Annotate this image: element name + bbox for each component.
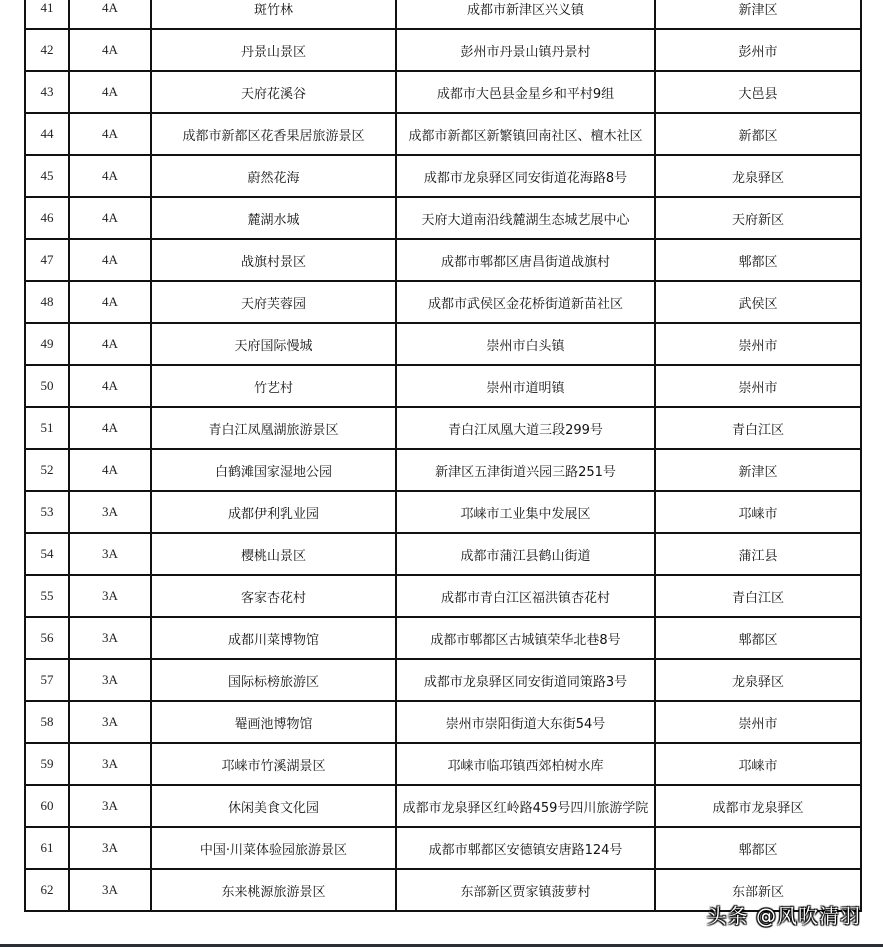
grade-cell: 4A bbox=[69, 449, 151, 491]
grade-cell: 3A bbox=[69, 533, 151, 575]
address-cell: 崇州市崇阳街道大东街54号 bbox=[396, 701, 655, 743]
table-row bbox=[25, 827, 861, 869]
grade-cell: 4A bbox=[69, 239, 151, 281]
row-number: 61 bbox=[25, 827, 69, 869]
address-cell: 成都市龙泉驿区红岭路459号四川旅游学院 bbox=[396, 785, 655, 827]
row-number: 42 bbox=[25, 29, 69, 71]
grade-cell: 4A bbox=[69, 29, 151, 71]
table-row bbox=[25, 365, 861, 407]
table-row bbox=[25, 575, 861, 617]
scenic-name-cell: 休闲美食文化园 bbox=[151, 785, 396, 827]
row-number: 54 bbox=[25, 533, 69, 575]
address-cell: 成都市郫都区安德镇安唐路124号 bbox=[396, 827, 655, 869]
table-row bbox=[25, 449, 861, 491]
scenic-name-cell: 战旗村景区 bbox=[151, 239, 396, 281]
scenic-name-cell: 白鹤滩国家湿地公园 bbox=[151, 449, 396, 491]
district-cell: 青白江区 bbox=[655, 407, 861, 449]
scenic-name-cell: 天府国际慢城 bbox=[151, 323, 396, 365]
row-number: 59 bbox=[25, 743, 69, 785]
district-cell: 新津区 bbox=[655, 449, 861, 491]
table-row bbox=[25, 71, 861, 113]
row-number: 55 bbox=[25, 575, 69, 617]
scenic-name-cell: 国际标榜旅游区 bbox=[151, 659, 396, 701]
address-cell: 成都市蒲江县鹤山街道 bbox=[396, 533, 655, 575]
grade-cell: 3A bbox=[69, 827, 151, 869]
address-cell: 邛崃市临邛镇西郊柏树水库 bbox=[396, 743, 655, 785]
grade-cell: 3A bbox=[69, 659, 151, 701]
table-row bbox=[25, 743, 861, 785]
table-row bbox=[25, 659, 861, 701]
table-row bbox=[25, 239, 861, 281]
district-cell: 龙泉驿区 bbox=[655, 155, 861, 197]
grade-cell: 4A bbox=[69, 113, 151, 155]
address-cell: 成都市郫都区古城镇荣华北巷8号 bbox=[396, 617, 655, 659]
row-number: 48 bbox=[25, 281, 69, 323]
grade-cell: 4A bbox=[69, 0, 151, 29]
row-number: 46 bbox=[25, 197, 69, 239]
table-row bbox=[25, 533, 861, 575]
address-cell: 彭州市丹景山镇丹景村 bbox=[396, 29, 655, 71]
district-cell: 成都市龙泉驿区 bbox=[655, 785, 861, 827]
table-row bbox=[25, 281, 861, 323]
scenic-name-cell: 成都伊利乳业园 bbox=[151, 491, 396, 533]
district-cell: 大邑县 bbox=[655, 71, 861, 113]
scenic-name-cell: 蔚然花海 bbox=[151, 155, 396, 197]
row-number: 52 bbox=[25, 449, 69, 491]
district-cell: 崇州市 bbox=[655, 365, 861, 407]
address-cell: 成都市郫都区唐昌街道战旗村 bbox=[396, 239, 655, 281]
address-cell: 成都市新津区兴义镇 bbox=[396, 0, 655, 29]
grade-cell: 4A bbox=[69, 407, 151, 449]
grade-cell: 4A bbox=[69, 281, 151, 323]
grade-cell: 3A bbox=[69, 743, 151, 785]
scenic-name-cell: 天府花溪谷 bbox=[151, 71, 396, 113]
district-cell: 武侯区 bbox=[655, 281, 861, 323]
grade-cell: 3A bbox=[69, 491, 151, 533]
address-cell: 成都市龙泉驿区同安街道同策路3号 bbox=[396, 659, 655, 701]
row-number: 41 bbox=[25, 0, 69, 29]
grade-cell: 3A bbox=[69, 575, 151, 617]
row-number: 50 bbox=[25, 365, 69, 407]
scenic-name-cell: 客家杏花村 bbox=[151, 575, 396, 617]
scenic-name-cell: 东来桃源旅游景区 bbox=[151, 869, 396, 911]
row-number: 57 bbox=[25, 659, 69, 701]
grade-cell: 4A bbox=[69, 365, 151, 407]
row-number: 58 bbox=[25, 701, 69, 743]
table-row bbox=[25, 785, 861, 827]
address-cell: 天府大道南沿线麓湖生态城艺展中心 bbox=[396, 197, 655, 239]
table-row bbox=[25, 491, 861, 533]
row-number: 47 bbox=[25, 239, 69, 281]
district-cell: 新都区 bbox=[655, 113, 861, 155]
table-row bbox=[25, 197, 861, 239]
table-row bbox=[25, 0, 861, 29]
district-cell: 郫都区 bbox=[655, 239, 861, 281]
scenic-spots-table-container bbox=[24, 0, 860, 912]
grade-cell: 4A bbox=[69, 155, 151, 197]
scenic-name-cell: 天府芙蓉园 bbox=[151, 281, 396, 323]
table-body bbox=[25, 0, 861, 911]
district-cell: 彭州市 bbox=[655, 29, 861, 71]
row-number: 49 bbox=[25, 323, 69, 365]
table-row bbox=[25, 29, 861, 71]
scenic-name-cell: 丹景山景区 bbox=[151, 29, 396, 71]
grade-cell: 4A bbox=[69, 197, 151, 239]
watermark: 头条 @风吹清羽 bbox=[706, 904, 861, 928]
table-row bbox=[25, 155, 861, 197]
row-number: 45 bbox=[25, 155, 69, 197]
district-cell: 龙泉驿区 bbox=[655, 659, 861, 701]
row-number: 53 bbox=[25, 491, 69, 533]
grade-cell: 3A bbox=[69, 701, 151, 743]
scenic-name-cell: 成都市新都区花香果居旅游景区 bbox=[151, 113, 396, 155]
row-number: 43 bbox=[25, 71, 69, 113]
district-cell: 天府新区 bbox=[655, 197, 861, 239]
scenic-spots-table bbox=[24, 0, 862, 912]
grade-cell: 3A bbox=[69, 785, 151, 827]
grade-cell: 4A bbox=[69, 71, 151, 113]
row-number: 44 bbox=[25, 113, 69, 155]
grade-cell: 3A bbox=[69, 869, 151, 911]
district-cell: 邛崃市 bbox=[655, 491, 861, 533]
district-cell: 蒲江县 bbox=[655, 533, 861, 575]
table-row bbox=[25, 701, 861, 743]
scenic-name-cell: 樱桃山景区 bbox=[151, 533, 396, 575]
address-cell: 青白江凤凰大道三段299号 bbox=[396, 407, 655, 449]
address-cell: 新津区五津街道兴园三路251号 bbox=[396, 449, 655, 491]
row-number: 56 bbox=[25, 617, 69, 659]
address-cell: 成都市大邑县金星乡和平村9组 bbox=[396, 71, 655, 113]
address-cell: 东部新区贾家镇菠萝村 bbox=[396, 869, 655, 911]
district-cell: 新津区 bbox=[655, 0, 861, 29]
address-cell: 崇州市白头镇 bbox=[396, 323, 655, 365]
district-cell: 崇州市 bbox=[655, 323, 861, 365]
address-cell: 邛崃市工业集中发展区 bbox=[396, 491, 655, 533]
table-row bbox=[25, 323, 861, 365]
row-number: 60 bbox=[25, 785, 69, 827]
scenic-name-cell: 斑竹林 bbox=[151, 0, 396, 29]
scenic-name-cell: 麓湖水城 bbox=[151, 197, 396, 239]
district-cell: 郫都区 bbox=[655, 617, 861, 659]
table-row bbox=[25, 113, 861, 155]
district-cell: 崇州市 bbox=[655, 701, 861, 743]
grade-cell: 3A bbox=[69, 617, 151, 659]
scenic-name-cell: 邛崃市竹溪湖景区 bbox=[151, 743, 396, 785]
row-number: 51 bbox=[25, 407, 69, 449]
scenic-name-cell: 罨画池博物馆 bbox=[151, 701, 396, 743]
address-cell: 成都市新都区新繁镇回南社区、檀木社区 bbox=[396, 113, 655, 155]
table-row bbox=[25, 617, 861, 659]
district-cell: 青白江区 bbox=[655, 575, 861, 617]
address-cell: 成都市龙泉驿区同安街道花海路8号 bbox=[396, 155, 655, 197]
district-cell: 郫都区 bbox=[655, 827, 861, 869]
row-number: 62 bbox=[25, 869, 69, 911]
table-row bbox=[25, 407, 861, 449]
scenic-name-cell: 中国·川菜体验园旅游景区 bbox=[151, 827, 396, 869]
district-cell: 东部新区 bbox=[655, 869, 861, 911]
scenic-name-cell: 青白江凤凰湖旅游景区 bbox=[151, 407, 396, 449]
grade-cell: 4A bbox=[69, 323, 151, 365]
scenic-name-cell: 竹艺村 bbox=[151, 365, 396, 407]
scenic-name-cell: 成都川菜博物馆 bbox=[151, 617, 396, 659]
address-cell: 崇州市道明镇 bbox=[396, 365, 655, 407]
address-cell: 成都市武侯区金花桥街道新苗社区 bbox=[396, 281, 655, 323]
district-cell: 邛崃市 bbox=[655, 743, 861, 785]
address-cell: 成都市青白江区福洪镇杏花村 bbox=[396, 575, 655, 617]
